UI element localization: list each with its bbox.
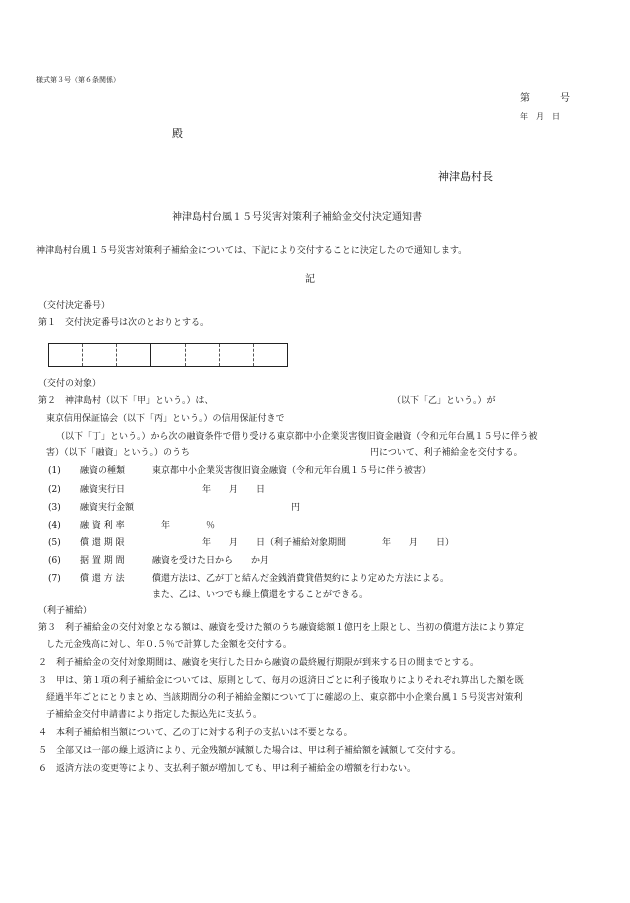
ki-heading: 記 (305, 274, 315, 285)
number-cell (186, 344, 220, 366)
item-label: 償 還 方 法 (80, 574, 125, 584)
item-number: (3) (48, 503, 61, 513)
number-cell (83, 344, 117, 366)
item-value: 年 ％ (161, 521, 216, 531)
item-value: 融資を受けた日から か月 (152, 556, 270, 566)
item-number: (4) (48, 521, 61, 531)
item7-continuation: また、乙は、いつでも繰上償還をすることができる。 (152, 590, 369, 600)
section2-line1-end: （以下「乙」という。）が (392, 396, 496, 406)
item-label: 融 資 利 率 (80, 521, 125, 531)
issuer-name: 神津島村長 (438, 170, 493, 183)
document-number: 第 号 (520, 93, 570, 104)
item-number: (2) (48, 485, 61, 495)
number-cell (151, 344, 185, 366)
section3-para4: ４ 本利子補給相当額について、乙の丁に対する利子の支払いは不要となる。 (38, 728, 353, 738)
section3-para3a: ３ 甲は、第１項の利子補給金については、原則として、毎月の返済日ごとに利子後取りによりそれぞれ算出した額を既 (38, 676, 524, 686)
item-number: (1) (48, 466, 61, 476)
item-label: 融資実行日 (80, 485, 126, 495)
decision-number-boxes (48, 343, 288, 367)
item-value: 年 月 日 (202, 485, 266, 495)
item-value: 円 (291, 503, 301, 513)
section2-line1: 第２ 神津島村（以下「甲」という。）は、 (38, 396, 214, 406)
section2-line4-end: 円について、利子補給金を交付する。 (370, 448, 523, 458)
intro-text: 神津島村台風１５号災害対策利子補給金については、下記により交付することに決定したので通知します。 (36, 246, 468, 256)
section1-heading: （交付決定番号） (38, 301, 111, 311)
section3-line2: した元金残高に対し、年０.５％で計算した金額を交付する。 (46, 640, 292, 650)
section2-line4: 害）（以下「融資」という。）のうち (46, 448, 191, 458)
section3-heading: （利子補給） (38, 606, 93, 616)
section3-para5: ５ 全部又は一部の繰上返済により、元金残額が減額した場合は、甲は利子補給額を減額して交付する。 (38, 746, 462, 756)
number-cell (117, 344, 151, 366)
addressee-suffix: 殿 (172, 127, 183, 140)
section2-line3: （以下「丁」という。）から次の融資条件で借り受ける東京都中小企業災害復旧資金融資（令和元年台風１５号に伴う被 (56, 432, 538, 442)
number-cell (220, 344, 254, 366)
item-number: (5) (48, 538, 61, 548)
section1-text: 第１ 交付決定番号は次のとおりとする。 (38, 318, 210, 328)
item-label: 融資実行金額 (80, 503, 135, 513)
item-label: 融資の種類 (80, 466, 126, 476)
item-value: 年 月 日（利子補給対象期間 年 月 日） (202, 538, 455, 548)
item-number: (6) (48, 556, 61, 566)
section3-para2: ２ 利子補給金の交付対象期間は、融資を実行した日から融資の最終履行期限が到来する日の間までとする。 (38, 658, 480, 668)
number-cell (49, 344, 83, 366)
number-cell (254, 344, 287, 366)
section2-line2: 東京信用保証協会（以下「丙」という。）の信用保証付きで (46, 414, 285, 424)
item-value: 東京都中小企業災害復旧資金融資（令和元年台風１５号に伴う被害） (152, 466, 432, 476)
section3-para3c: 子補給金交付申請書により指定した振込先に支払う。 (46, 710, 263, 720)
item-label: 据 置 期 間 (80, 556, 125, 566)
item-number: (7) (48, 574, 61, 584)
form-number: 様式第３号（第６条関係） (36, 76, 120, 84)
page-title: 神津島村台風１５号災害対策利子補給金交付決定通知書 (172, 212, 422, 223)
section3-para3b: 経過半年ごとにとりまとめ、当該期間分の利子補給金額について丁に確認の上、東京都中小企業台風１５号災害対策利 (46, 693, 523, 703)
issue-date: 年 月 日 (520, 112, 560, 121)
item-label: 償 還 期 限 (80, 538, 125, 548)
section3-para6: ６ 返済方法の変更等により、支払利子額が増加しても、甲は利子補給金の増額を行わない。 (38, 764, 417, 774)
item-value: 償還方法は、乙が丁と結んだ金銭消費貸借契約により定めた方法による。 (152, 574, 450, 584)
section2-heading: （交付の対象） (38, 379, 102, 389)
section3-line1: 第３ 利子補給金の交付対象となる額は、融資を受けた額のうち融資総額１億円を上限とし、当初の償還方法により算定 (38, 623, 525, 633)
